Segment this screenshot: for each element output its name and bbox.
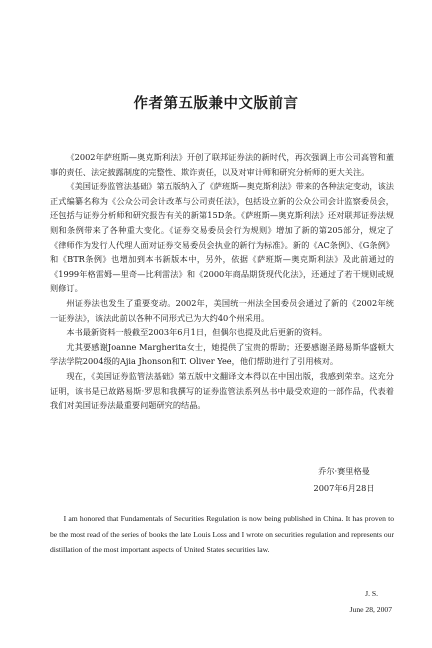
english-body (50, 511, 394, 558)
english-paragraph: I am honored that Fundamentals of Securities Regulation is now being published in China. It has proven to be the most read of the series of books the late Louis Loss and I wrote on securities regulation and represents our distillation of the most important aspects of United States securities law. (50, 514, 394, 554)
paragraph-5: 尤其要感谢Joanne Margherita女士，她提供了宝贵的帮助；还要感谢圣路易斯华盛顿大学法学院2004级的Ajia Jhonson和T. Oliver Yee，他们帮助进行了引用核对。 (50, 341, 394, 367)
chinese-signature (294, 463, 394, 497)
english-signature (350, 586, 392, 617)
page-title: 作者第五版兼中文版前言 (133, 96, 299, 112)
paragraph-6: 现在，《美国证券监管法基础》第五版中文翻译文本得以在中国出版，我感到荣幸。这充分证明，该书是已故路易斯·罗思和我撰写的证券监管法系列丛书中最受欢迎的一部作品，代表着我们对美国证券法最重要问题研究的结晶。 (50, 370, 394, 411)
paragraph-2: 《美国证券监管法基础》第五版纳入了《萨班斯—奥克斯利法》带来的各种法定变动，该法正式编纂名称为《公众公司会计改革与公司责任法》，包括设立新的公众公司会计监察委员会，还包括与证券分析师和研究报告有关的新第15D条。《萨班斯—奥克斯利法》还对联邦证券法规则和条例带来了各种重大变化。《证券交易委员会行为规则》增加了新的第205部分，规定了《律师作为发行人代理人面对证券交易委员会执业的新行为标准》。新的《AC条例》、《G条例》和《BTR条例》也增加到本书新版本中，另外，依据《萨班斯—奥克斯利法》及此前通过的《1999年格雷姆—里奇—比利雷法》和《2000年商品期货现代化法》，还通过了若干规则或规则修订。 (50, 181, 394, 294)
chinese-body (50, 150, 394, 413)
paragraph-3: 州证券法也发生了重要变动。2002年，美国统一州法全国委员会通过了新的《2002年统一证券法》，该法此前以各种不同形式已为大约40个州采用。 (50, 297, 394, 323)
author-initials: J. S. (365, 589, 378, 598)
author-name-cn: 乔尔·赛里格曼 (318, 466, 370, 476)
date-en: June 28, 2007 (349, 604, 392, 614)
paragraph-1: 《2002年萨班斯—奥克斯利法》开创了联邦证券法的新时代，再次强调上市公司高管和董事的责任、法定披露制度的完整性、欺诈责任，以及对审计师和研究分析师的更大关注。 (50, 152, 394, 177)
paragraph-4: 本书最新资料一般截至2003年6月1日，但偶尔也提及此后更新的资料。 (66, 327, 327, 338)
date-cn: 2007年6月28日 (313, 483, 375, 493)
